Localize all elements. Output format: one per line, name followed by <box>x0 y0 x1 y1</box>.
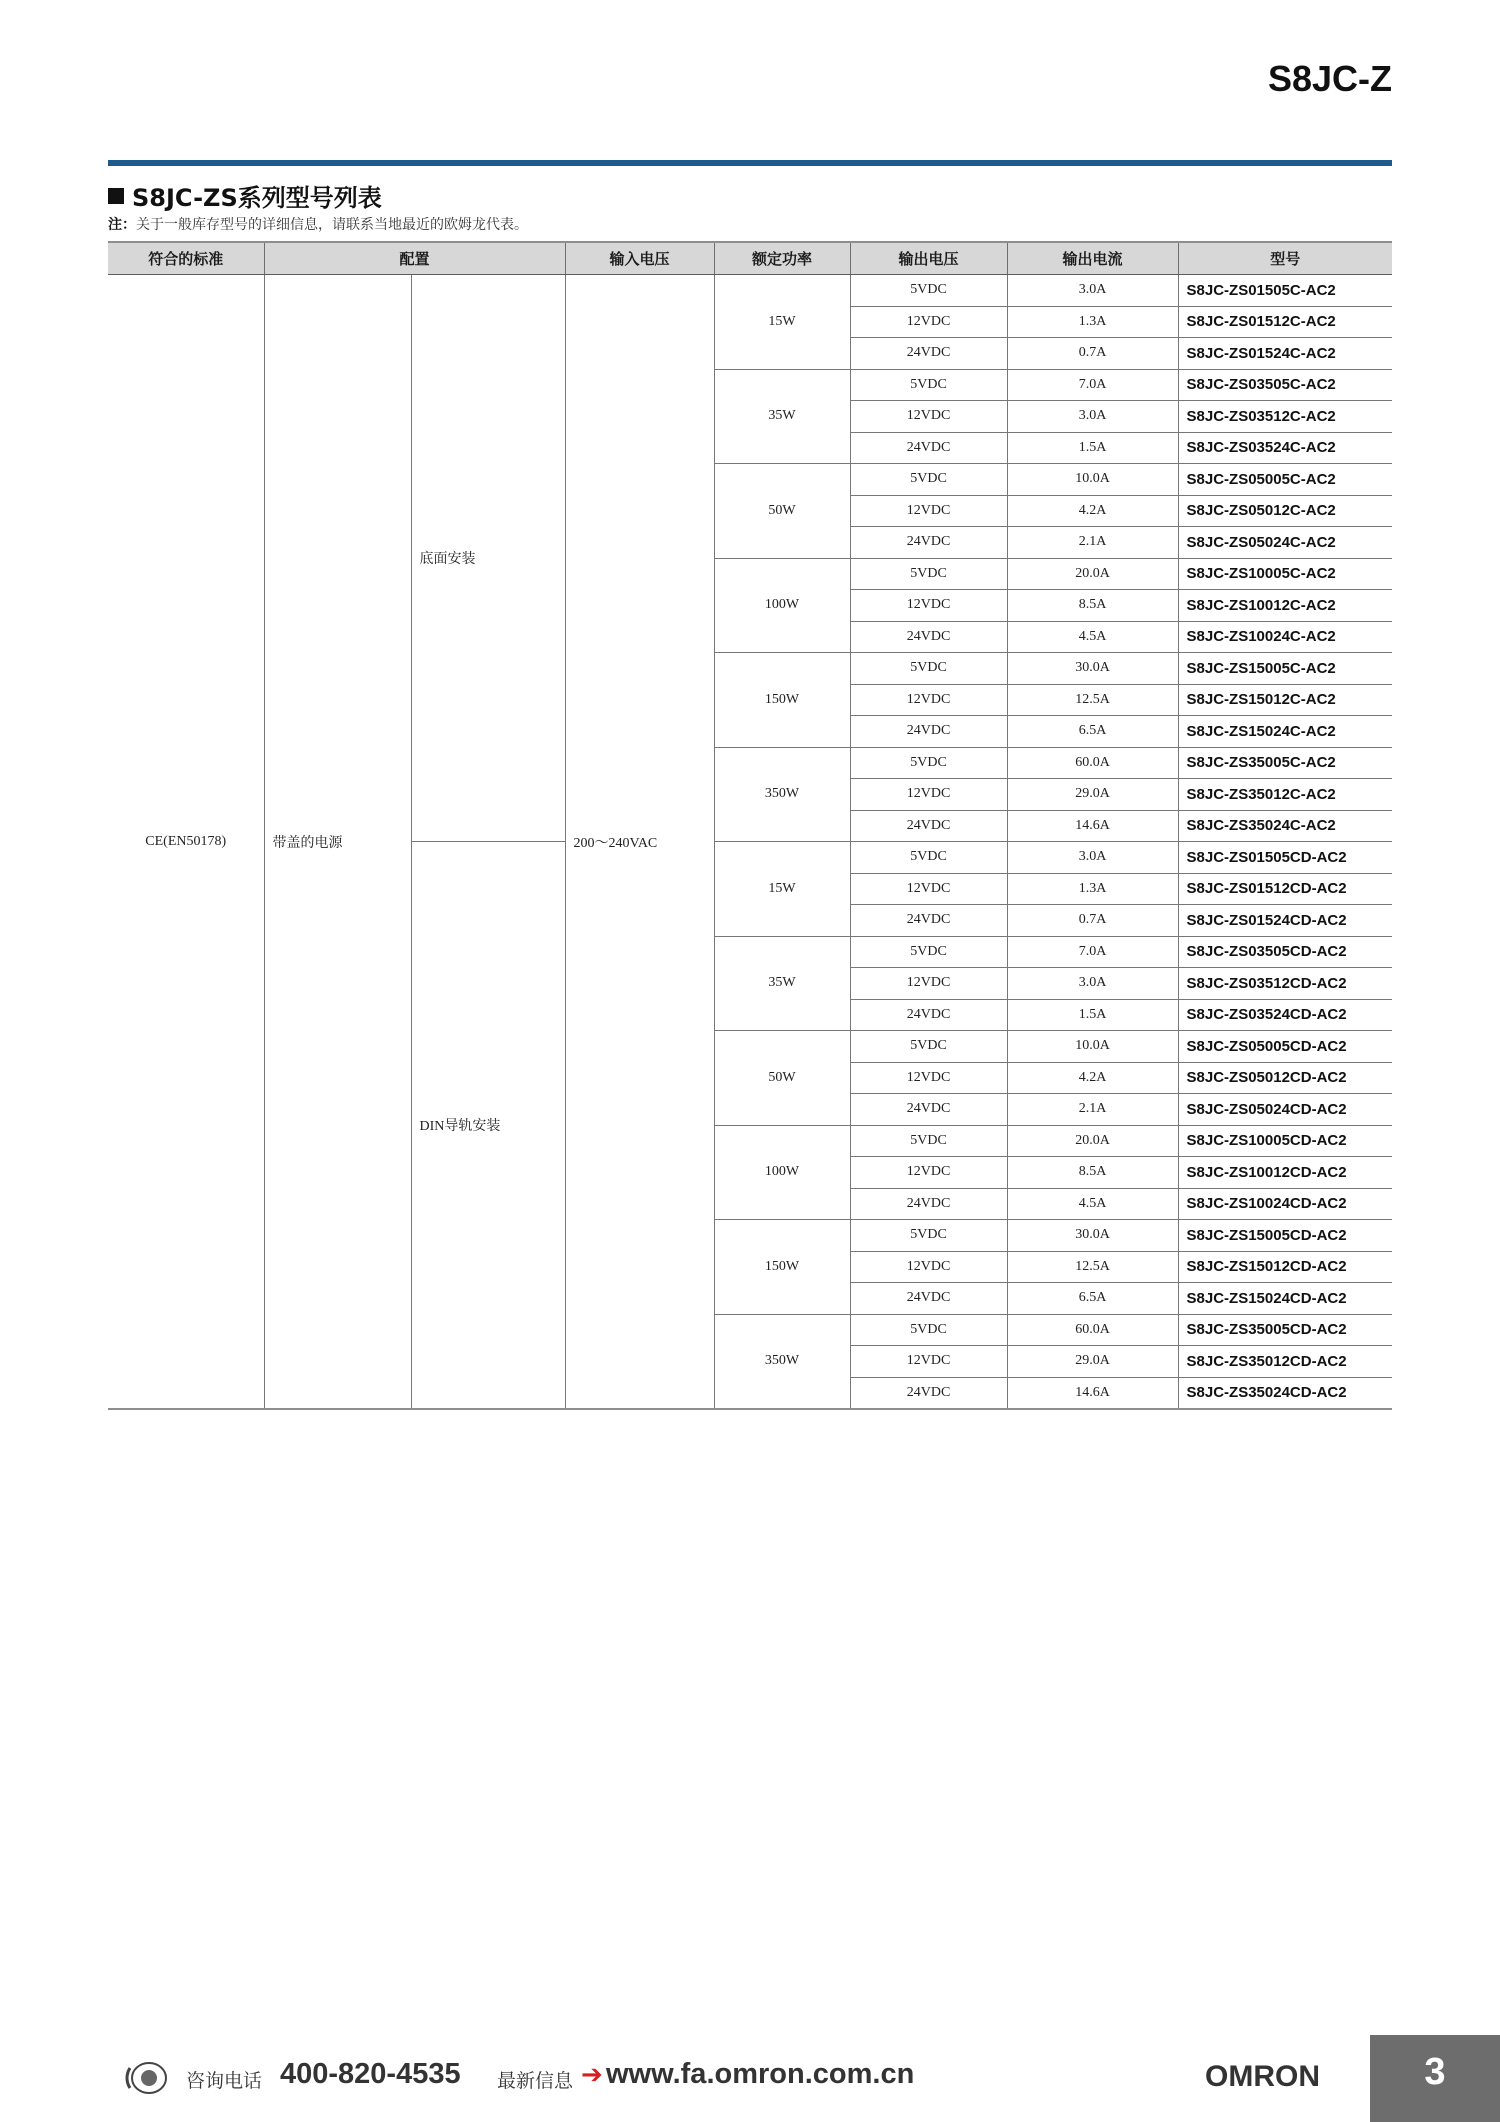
phone-number: 400-820-4535 <box>280 2058 461 2090</box>
model-cell: S8JC-ZS05024CD-AC2 <box>1178 1094 1392 1126</box>
website-link[interactable]: www.fa.omron.com.cn <box>606 2058 915 2090</box>
output-voltage-cell: 24VDC <box>850 432 1007 464</box>
rated-power-cell: 150W <box>714 653 850 748</box>
output-voltage-cell: 24VDC <box>850 1377 1007 1409</box>
model-cell: S8JC-ZS15024CD-AC2 <box>1178 1283 1392 1315</box>
output-current-cell: 20.0A <box>1007 1125 1178 1157</box>
output-current-cell: 7.0A <box>1007 936 1178 968</box>
output-voltage-cell: 24VDC <box>850 905 1007 937</box>
output-current-cell: 8.5A <box>1007 590 1178 622</box>
product-code: S8JC-Z <box>1267 58 1392 99</box>
note-label: 注： <box>108 217 136 233</box>
output-current-cell: 10.0A <box>1007 464 1178 496</box>
model-cell: S8JC-ZS05012CD-AC2 <box>1178 1062 1392 1094</box>
output-voltage-cell: 24VDC <box>850 621 1007 653</box>
output-current-cell: 30.0A <box>1007 1220 1178 1252</box>
mounting-cell: 底面安装 <box>411 275 565 842</box>
section-title <box>108 178 382 213</box>
model-cell: S8JC-ZS03524CD-AC2 <box>1178 999 1392 1031</box>
model-cell: S8JC-ZS01505C-AC2 <box>1178 275 1392 307</box>
output-current-cell: 1.3A <box>1007 873 1178 905</box>
output-current-cell: 30.0A <box>1007 653 1178 685</box>
model-cell: S8JC-ZS01524C-AC2 <box>1178 338 1392 370</box>
phone-label: 咨询电话 <box>186 2070 263 2092</box>
output-current-cell: 1.5A <box>1007 999 1178 1031</box>
col-header-standard: 符合的标准 <box>108 242 264 275</box>
model-cell: S8JC-ZS01524CD-AC2 <box>1178 905 1392 937</box>
model-cell: S8JC-ZS15005CD-AC2 <box>1178 1220 1392 1252</box>
output-voltage-cell: 12VDC <box>850 873 1007 905</box>
model-cell: S8JC-ZS35024C-AC2 <box>1178 810 1392 842</box>
output-voltage-cell: 12VDC <box>850 590 1007 622</box>
model-cell: S8JC-ZS35012CD-AC2 <box>1178 1346 1392 1378</box>
col-header-input-voltage: 输入电压 <box>565 242 714 275</box>
rated-power-cell: 35W <box>714 369 850 464</box>
col-header-output-current: 输出电流 <box>1007 242 1178 275</box>
model-cell: S8JC-ZS05005CD-AC2 <box>1178 1031 1392 1063</box>
model-cell: S8JC-ZS01512CD-AC2 <box>1178 873 1392 905</box>
output-voltage-cell: 24VDC <box>850 1283 1007 1315</box>
output-current-cell: 4.5A <box>1007 621 1178 653</box>
output-current-cell: 4.2A <box>1007 1062 1178 1094</box>
model-cell: S8JC-ZS35005C-AC2 <box>1178 747 1392 779</box>
output-current-cell: 3.0A <box>1007 968 1178 1000</box>
output-current-cell: 8.5A <box>1007 1157 1178 1189</box>
output-voltage-cell: 5VDC <box>850 653 1007 685</box>
output-current-cell: 6.5A <box>1007 716 1178 748</box>
output-current-cell: 7.0A <box>1007 369 1178 401</box>
output-voltage-cell: 24VDC <box>850 527 1007 559</box>
output-voltage-cell: 24VDC <box>850 716 1007 748</box>
output-current-cell: 12.5A <box>1007 1251 1178 1283</box>
arrow-right-icon: ➔ <box>581 2060 603 2090</box>
page-number-box <box>1370 2035 1500 2122</box>
output-current-cell: 4.5A <box>1007 1188 1178 1220</box>
output-voltage-cell: 24VDC <box>850 1094 1007 1126</box>
output-current-cell: 4.2A <box>1007 495 1178 527</box>
rated-power-cell: 50W <box>714 1031 850 1126</box>
output-current-cell: 3.0A <box>1007 842 1178 874</box>
rated-power-cell: 35W <box>714 936 850 1031</box>
output-current-cell: 14.6A <box>1007 810 1178 842</box>
output-voltage-cell: 5VDC <box>850 1220 1007 1252</box>
output-voltage-cell: 24VDC <box>850 338 1007 370</box>
output-voltage-cell: 24VDC <box>850 810 1007 842</box>
standard-cell: CE(EN50178) <box>108 275 264 1410</box>
model-cell: S8JC-ZS01512C-AC2 <box>1178 306 1392 338</box>
output-voltage-cell: 5VDC <box>850 1314 1007 1346</box>
output-current-cell: 2.1A <box>1007 1094 1178 1126</box>
output-current-cell: 2.1A <box>1007 527 1178 559</box>
model-cell: S8JC-ZS10024CD-AC2 <box>1178 1188 1392 1220</box>
phone-icon <box>124 2060 170 2096</box>
output-voltage-cell: 12VDC <box>850 779 1007 811</box>
model-cell: S8JC-ZS03512C-AC2 <box>1178 401 1392 433</box>
output-voltage-cell: 12VDC <box>850 495 1007 527</box>
output-current-cell: 3.0A <box>1007 275 1178 307</box>
model-cell: S8JC-ZS35024CD-AC2 <box>1178 1377 1392 1409</box>
output-current-cell: 0.7A <box>1007 905 1178 937</box>
output-current-cell: 10.0A <box>1007 1031 1178 1063</box>
output-voltage-cell: 12VDC <box>850 1346 1007 1378</box>
output-voltage-cell: 5VDC <box>850 369 1007 401</box>
model-cell: S8JC-ZS10012CD-AC2 <box>1178 1157 1392 1189</box>
output-current-cell: 60.0A <box>1007 1314 1178 1346</box>
model-cell: S8JC-ZS10005CD-AC2 <box>1178 1125 1392 1157</box>
model-cell: S8JC-ZS03512CD-AC2 <box>1178 968 1392 1000</box>
output-voltage-cell: 5VDC <box>850 464 1007 496</box>
model-cell: S8JC-ZS05024C-AC2 <box>1178 527 1392 559</box>
model-cell: S8JC-ZS10012C-AC2 <box>1178 590 1392 622</box>
output-voltage-cell: 5VDC <box>850 1125 1007 1157</box>
output-voltage-cell: 5VDC <box>850 275 1007 307</box>
output-voltage-cell: 12VDC <box>850 1062 1007 1094</box>
output-current-cell: 12.5A <box>1007 684 1178 716</box>
output-voltage-cell: 24VDC <box>850 1188 1007 1220</box>
model-cell: S8JC-ZS05005C-AC2 <box>1178 464 1392 496</box>
model-cell: S8JC-ZS03505C-AC2 <box>1178 369 1392 401</box>
note-text: 关于一般库存型号的详细信息，请联系当地最近的欧姆龙代表。 <box>136 217 528 233</box>
rated-power-cell: 350W <box>714 1314 850 1409</box>
model-cell: S8JC-ZS10024C-AC2 <box>1178 621 1392 653</box>
output-current-cell: 6.5A <box>1007 1283 1178 1315</box>
rated-power-cell: 15W <box>714 275 850 370</box>
header-rule <box>108 160 1392 166</box>
output-current-cell: 3.0A <box>1007 401 1178 433</box>
rated-power-cell: 100W <box>714 558 850 653</box>
col-header-output-voltage: 输出电压 <box>850 242 1007 275</box>
model-cell: S8JC-ZS15012CD-AC2 <box>1178 1251 1392 1283</box>
table-body <box>108 275 1392 1410</box>
output-current-cell: 1.5A <box>1007 432 1178 464</box>
table-row <box>108 275 1392 307</box>
output-voltage-cell: 12VDC <box>850 401 1007 433</box>
output-voltage-cell: 12VDC <box>850 306 1007 338</box>
output-voltage-cell: 12VDC <box>850 1157 1007 1189</box>
col-header-rated-power: 额定功率 <box>714 242 850 275</box>
rated-power-cell: 50W <box>714 464 850 559</box>
model-cell: S8JC-ZS35012C-AC2 <box>1178 779 1392 811</box>
table-header-row <box>108 242 1392 275</box>
model-cell: S8JC-ZS35005CD-AC2 <box>1178 1314 1392 1346</box>
output-voltage-cell: 5VDC <box>850 747 1007 779</box>
rated-power-cell: 100W <box>714 1125 850 1220</box>
output-current-cell: 29.0A <box>1007 1346 1178 1378</box>
model-cell: S8JC-ZS03505CD-AC2 <box>1178 936 1392 968</box>
bullet-square-icon <box>108 188 124 204</box>
omron-logo: OMRON <box>1205 2060 1320 2093</box>
configuration-cell: 带盖的电源 <box>264 275 411 1410</box>
output-current-cell: 0.7A <box>1007 338 1178 370</box>
model-cell: S8JC-ZS15012C-AC2 <box>1178 684 1392 716</box>
section-title-text: S8JC-ZS系列型号列表 <box>132 184 382 212</box>
output-current-cell: 1.3A <box>1007 306 1178 338</box>
rated-power-cell: 150W <box>714 1220 850 1315</box>
output-current-cell: 60.0A <box>1007 747 1178 779</box>
output-current-cell: 29.0A <box>1007 779 1178 811</box>
rated-power-cell: 15W <box>714 842 850 937</box>
output-voltage-cell: 12VDC <box>850 1251 1007 1283</box>
output-current-cell: 14.6A <box>1007 1377 1178 1409</box>
model-cell: S8JC-ZS10005C-AC2 <box>1178 558 1392 590</box>
output-voltage-cell: 5VDC <box>850 558 1007 590</box>
model-cell: S8JC-ZS15024C-AC2 <box>1178 716 1392 748</box>
output-voltage-cell: 24VDC <box>850 999 1007 1031</box>
model-table <box>108 241 1392 1410</box>
output-voltage-cell: 5VDC <box>850 1031 1007 1063</box>
page-number: 3 <box>1424 2051 1446 2093</box>
input-voltage-cell: 200～240VAC <box>565 275 714 1410</box>
model-cell: S8JC-ZS01505CD-AC2 <box>1178 842 1392 874</box>
model-cell: S8JC-ZS15005C-AC2 <box>1178 653 1392 685</box>
col-header-configuration: 配置 <box>264 242 565 275</box>
col-header-model: 型号 <box>1178 242 1392 275</box>
mounting-cell: DIN导轨安装 <box>411 842 565 1410</box>
note <box>108 214 528 234</box>
model-cell: S8JC-ZS05012C-AC2 <box>1178 495 1392 527</box>
info-label: 最新信息 <box>497 2070 574 2092</box>
output-voltage-cell: 12VDC <box>850 968 1007 1000</box>
model-cell: S8JC-ZS03524C-AC2 <box>1178 432 1392 464</box>
output-current-cell: 20.0A <box>1007 558 1178 590</box>
output-voltage-cell: 5VDC <box>850 842 1007 874</box>
rated-power-cell: 350W <box>714 747 850 842</box>
output-voltage-cell: 5VDC <box>850 936 1007 968</box>
output-voltage-cell: 12VDC <box>850 684 1007 716</box>
